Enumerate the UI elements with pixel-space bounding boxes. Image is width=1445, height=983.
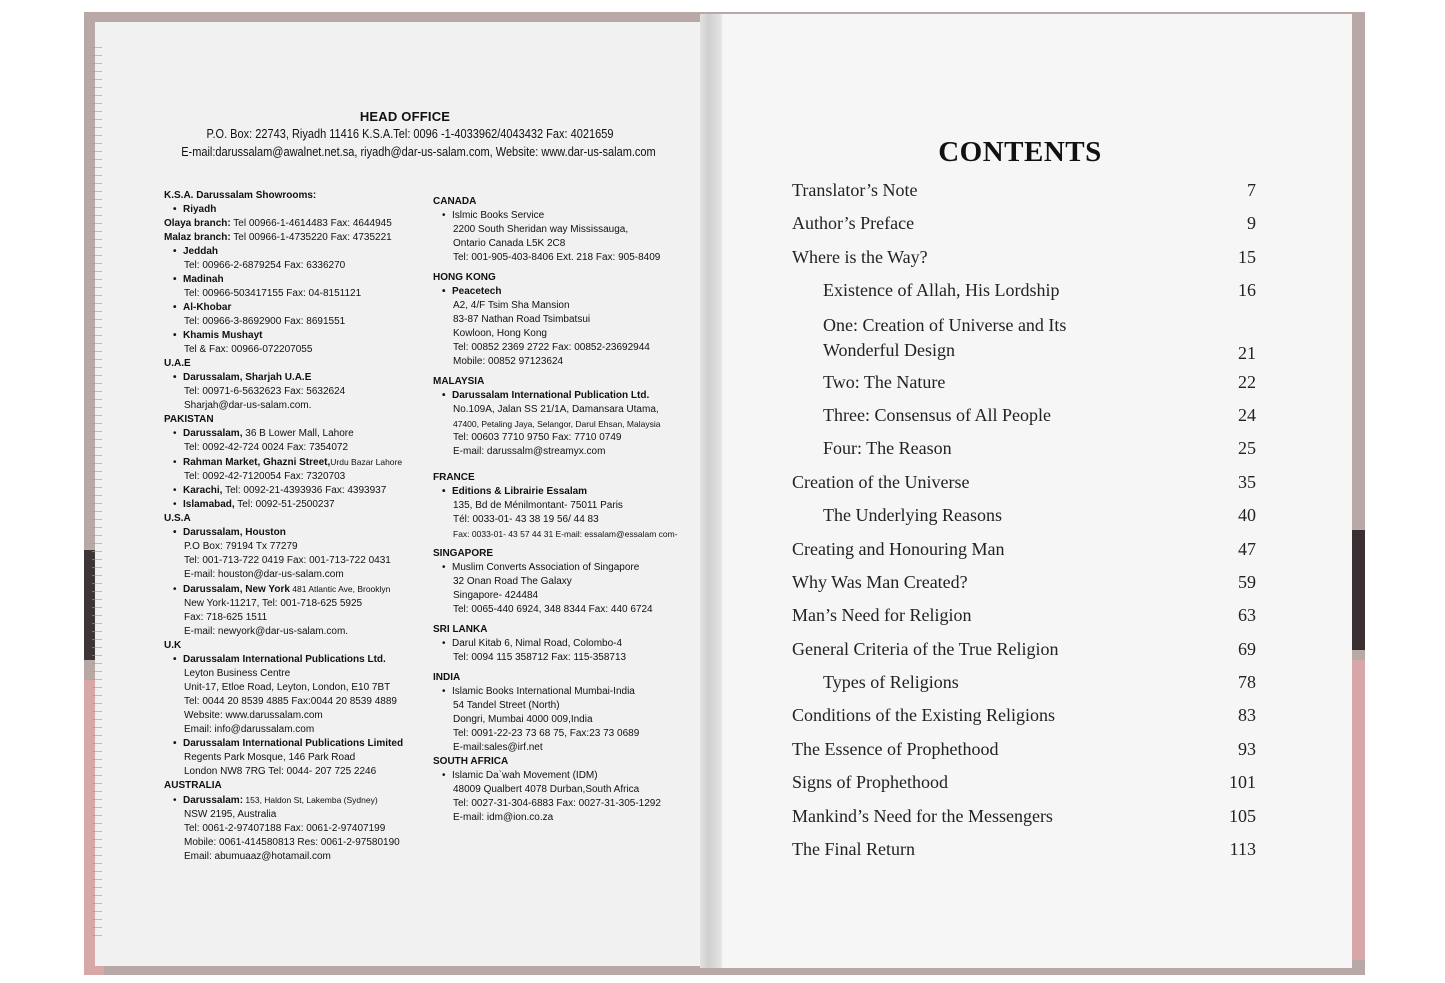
office-detail: Tel: 0065-440 6924, 348 8344 Fax: 440 6724: [453, 604, 653, 615]
office-name: • Al-Khobar: [164, 301, 403, 315]
toc-entry: [792, 667, 1256, 700]
toc-entry-title: The Underlying Reasons: [823, 505, 1002, 526]
toc-entry: [792, 767, 1256, 800]
country-heading: MALAYSIA: [433, 376, 485, 387]
office-detail: E-mail: newyork@dar-us-salam.com.: [184, 626, 349, 637]
table-of-contents: [792, 175, 1256, 867]
office-label: Darussalam:: [183, 795, 244, 806]
toc-entry-page: 40: [1238, 505, 1256, 526]
toc-entry-page: 24: [1238, 404, 1256, 425]
toc-entry: [792, 242, 1256, 275]
office-label: Rahman Market, Ghazni Street,: [183, 457, 331, 468]
country-heading: AUSTRALIA: [164, 780, 222, 791]
office-detail: Email: abumuaaz@hotamail.com: [184, 851, 331, 862]
toc-entry-page: 7: [1247, 180, 1256, 200]
office-detail: Dongri, Mumbai 4000 009,India: [453, 714, 593, 725]
toc-entry-title: General Criteria of the True Religion: [792, 638, 1059, 659]
office-detail: Tel: 00852 2369 2722 Fax: 00852-23692944: [453, 342, 650, 353]
toc-entry-title: Signs of Prophethood: [792, 772, 949, 793]
office-detail: E-mail: houston@dar-us-salam.com: [184, 569, 344, 580]
country-heading: SRI LANKA: [433, 624, 488, 635]
toc-entry-page: 93: [1238, 738, 1256, 759]
country-heading: U.S.A: [164, 513, 191, 524]
toc-entry-title: Creation of the Universe: [792, 471, 970, 492]
cover-edge-pink-right: [1352, 660, 1365, 960]
toc-entry-page: 101: [1229, 772, 1256, 793]
office-detail: Tel: 00966-503417155 Fax: 04-8151121: [184, 288, 362, 299]
office-name: • Riyadh: [164, 203, 403, 217]
office-name: • Jeddah: [164, 245, 403, 259]
office-text: Tel: 0092-21-4393936 Fax: 4393937: [222, 485, 387, 496]
office-name: • Madinah: [164, 273, 403, 287]
office-name: • Editions & Librairie Essalam: [433, 485, 678, 499]
toc-entry: [792, 433, 1256, 466]
country-heading: INDIA: [433, 672, 461, 683]
office-detail: E-mail:sales@irf.net: [453, 742, 543, 753]
office-detail: Ontario Canada L5K 2C8: [453, 238, 566, 249]
country-heading: PAKISTAN: [164, 414, 214, 425]
office-detail: Fax: 0033-01- 43 57 44 31 E-mail: essalam@essalam com-: [453, 529, 678, 539]
toc-entry-page: 25: [1238, 438, 1256, 459]
office-detail: Tel: 00971-6-5632623 Fax: 5632624: [184, 386, 346, 397]
toc-entry-page: 16: [1238, 280, 1256, 301]
office-name: [164, 455, 403, 470]
office-name: • Islmic Books Service: [433, 209, 678, 223]
office-detail: Tel: 0027-31-304-6883 Fax: 0027-31-305-1292: [453, 798, 661, 809]
office-detail: Tel: 0061-2-97407188 Fax: 0061-2-97407199: [184, 823, 386, 834]
office-label: Darussalam,: [183, 428, 243, 439]
office-text: Tel 00966-1-4614483 Fax: 4644945: [230, 218, 392, 229]
office-name: • Darussalam, Sharjah U.A.E: [164, 371, 403, 385]
office-name: • Muslim Converts Association of Singapore: [433, 561, 678, 575]
toc-entry: [792, 309, 1256, 367]
toc-entry: [792, 275, 1256, 308]
toc-entry: [792, 567, 1256, 600]
toc-entry-page: 9: [1247, 213, 1256, 234]
toc-entry: [792, 600, 1256, 633]
office-text: Tel 00966-1-4735220 Fax: 4735221: [230, 232, 392, 243]
office-detail: Tel: 0044 20 8539 4885 Fax:0044 20 8539 4889: [184, 696, 397, 707]
office-detail: Leyton Business Centre: [184, 668, 291, 679]
office-detail: 135, Bd de Ménilmontant- 75011 Paris: [453, 500, 623, 511]
toc-entry-page: 83: [1238, 705, 1256, 726]
office-detail: Tel: 0094 115 358712 Fax: 115-358713: [453, 652, 627, 663]
office-detail: Singapore- 424484: [453, 590, 539, 601]
toc-entry-title: Why Was Man Created?: [792, 571, 968, 592]
office-label: Olaya branch:: [164, 218, 231, 229]
office-detail: Tel: 001-905-403-8406 Ext. 218 Fax: 905-8409: [453, 252, 661, 263]
office-detail: E-mail: idm@ion.co.za: [453, 812, 554, 823]
office-detail: NSW 2195, Australia: [184, 809, 277, 820]
toc-entry: [792, 208, 1256, 241]
country-heading: U.A.E: [164, 358, 191, 369]
office-detail: Mobile: 0061-414580813 Res: 0061-2-97580190: [184, 837, 400, 848]
office-detail: 83-87 Nathan Road Tsimbatsui: [453, 314, 591, 325]
toc-entry: [792, 500, 1256, 533]
office-detail: Unit-17, Etloe Road, Leyton, London, E10 7BT: [184, 682, 391, 693]
toc-entry-title: Four: The Reason: [823, 438, 952, 459]
toc-entry-title: Types of Religions: [823, 672, 959, 693]
toc-entry-page: 35: [1238, 471, 1256, 492]
office-detail: 32 Onan Road The Galaxy: [453, 576, 572, 587]
cover-edge-dark-right: [1352, 530, 1365, 650]
toc-entry-title: Conditions of the Existing Religions: [792, 705, 1056, 726]
office-detail: Tel: 0091-22-23 73 68 75, Fax:23 73 0689: [453, 728, 640, 739]
office-name: [164, 427, 403, 441]
offices-left-column: [164, 189, 403, 864]
office-detail: Mobile: 00852 97123624: [453, 356, 564, 367]
office-name: [164, 498, 403, 512]
office-detail: New York-11217, Tel: 001-718-625 5925: [184, 598, 363, 609]
toc-entry-title: Man’s Need for Religion: [792, 605, 972, 626]
toc-entry: [792, 175, 1256, 208]
toc-entry-title: One: Creation of Universe and Its Wonderful Design: [823, 314, 1067, 360]
office-detail: Tel: 0092-42-7120054 Fax: 7320703: [184, 471, 346, 482]
toc-entry-page: 113: [1229, 839, 1256, 860]
toc-entry: [792, 467, 1256, 500]
offices-right-column: [433, 195, 678, 825]
office-line: [164, 231, 403, 245]
toc-entry-page: 69: [1238, 638, 1256, 659]
office-name: [164, 484, 403, 498]
contents-title: CONTENTS: [938, 136, 1102, 168]
office-label: Malaz branch:: [164, 232, 231, 243]
office-detail: Tel: 00966-3-8692900 Fax: 8691551: [184, 316, 346, 327]
toc-entry: [792, 634, 1256, 667]
page-binding-ticks: [92, 40, 102, 940]
office-detail: Tel: 00966-2-6879254 Fax: 6336270: [184, 260, 346, 271]
country-heading: U.K: [164, 640, 182, 651]
toc-entry-title: Author’s Preface: [792, 213, 915, 234]
office-detail: 54 Tandel Street (North): [453, 700, 560, 711]
office-label: Karachi,: [183, 485, 223, 496]
office-detail: 48009 Qualbert 4078 Durban,South Africa: [453, 784, 640, 795]
toc-entry-title: Two: The Nature: [823, 371, 946, 392]
toc-entry-title: The Essence of Prophethood: [792, 738, 999, 759]
office-name: • Darussalam, Houston: [164, 526, 403, 540]
office-detail: Tel & Fax: 00966-072207055: [184, 344, 313, 355]
country-heading: SOUTH AFRICA: [433, 756, 509, 767]
toc-entry: [792, 400, 1256, 433]
office-name: • Islamic Da`wah Movement (IDM): [433, 769, 678, 783]
country-heading: HONG KONG: [433, 272, 496, 283]
toc-entry: [792, 801, 1256, 834]
office-detail: P.O Box: 79194 Tx 77279: [184, 541, 298, 552]
toc-entry-title: Three: Consensus of All People: [823, 404, 1051, 425]
office-detail: Tel: 001-713-722 0419 Fax: 001-713-722 0431: [184, 555, 391, 566]
office-name: • Darussalam International Publications Limited: [164, 737, 403, 751]
office-detail: E-mail: darussalm@streamyx.com: [453, 446, 606, 457]
office-text: 36 B Lower Mall, Lahore: [242, 428, 354, 439]
toc-entry: [792, 534, 1256, 567]
office-text: 481 Atlantic Ave, Brooklyn: [289, 584, 391, 594]
office-name: [164, 793, 403, 808]
book-gutter: [700, 14, 722, 968]
toc-entry-page: 15: [1238, 246, 1256, 267]
toc-entry-page: 105: [1229, 805, 1256, 826]
office-detail: No.109A, Jalan SS 21/1A, Damansara Utama,: [453, 404, 659, 415]
office-name: [164, 582, 403, 597]
toc-entry-title: Creating and Honouring Man: [792, 538, 1005, 559]
office-detail: Email: info@darussalam.com: [184, 724, 315, 735]
office-detail: Sharjah@dar-us-salam.com.: [184, 400, 312, 411]
office-detail: Website: www.darussalam.com: [184, 710, 323, 721]
office-detail: Fax: 718-625 1511: [184, 612, 268, 623]
office-name: • Darul Kitab 6, Nimal Road, Colombo-4: [433, 637, 678, 651]
country-heading: SINGAPORE: [433, 548, 494, 559]
toc-entry-page: 22: [1238, 371, 1256, 392]
office-detail: 2200 South Sheridan way Mississauga,: [453, 224, 629, 235]
toc-entry-title: Where is the Way?: [792, 246, 928, 267]
office-line: [164, 217, 403, 231]
head-office-contacts: E-mail:darussalam@awalnet.net.sa, riyadh@dar-us-salam.com, Website: www.dar-us-salam.com: [181, 145, 656, 159]
toc-entry-page: 59: [1238, 571, 1256, 592]
head-office-address: P.O. Box: 22743, Riyadh 11416 K.S.A.Tel: 0096 -1-4033962/4043432 Fax: 4021659: [206, 127, 614, 141]
office-label: Islamabad,: [183, 499, 235, 510]
toc-entry: [792, 367, 1256, 400]
office-name: • Darussalam International Publication Ltd.: [433, 389, 678, 403]
toc-entry-title: Mankind’s Need for the Messengers: [792, 805, 1053, 826]
toc-entry-title: The Final Return: [792, 839, 915, 860]
office-text: 153, Haldon St, Lakemba (Sydney): [243, 795, 378, 805]
office-detail: Tél: 0033-01- 43 38 19 56/ 44 83: [453, 514, 599, 525]
country-heading: FRANCE: [433, 472, 475, 483]
toc-entry: [792, 734, 1256, 767]
office-name: • Darussalam International Publications Ltd.: [164, 653, 403, 667]
office-detail: London NW8 7RG Tel: 0044- 207 725 2246: [184, 766, 377, 777]
office-name: • Peacetech: [433, 285, 678, 299]
office-detail: A2, 4/F Tsim Sha Mansion: [453, 300, 570, 311]
toc-entry-page: 63: [1238, 605, 1256, 626]
office-name: • Khamis Mushayt: [164, 329, 403, 343]
office-text: Urdu Bazar Lahore: [330, 457, 403, 467]
toc-entry: [792, 700, 1256, 733]
toc-entry-page: 21: [1238, 342, 1256, 363]
head-office-title: HEAD OFFICE: [359, 109, 451, 124]
toc-entry-title: Translator’s Note: [792, 180, 918, 200]
office-detail: 47400, Petaling Jaya, Selangor, Darul Ehsan, Malaysia: [453, 419, 661, 429]
country-heading: K.S.A. Darussalam Showrooms:: [164, 190, 317, 201]
office-detail: Regents Park Mosque, 146 Park Road: [184, 752, 356, 763]
country-heading: CANADA: [433, 196, 477, 207]
office-detail: Tel: 00603 7710 9750 Fax: 7710 0749: [453, 432, 622, 443]
toc-entry-page: 47: [1238, 538, 1256, 559]
toc-entry: [792, 834, 1256, 867]
office-detail: Tel: 0092-42-724 0024 Fax: 7354072: [184, 442, 349, 453]
toc-entry-title: Existence of Allah, His Lordship: [823, 280, 1060, 301]
office-name: • Islamic Books International Mumbai-India: [433, 685, 678, 699]
office-text: Tel: 0092-51-2500237: [234, 499, 335, 510]
office-detail: Kowloon, Hong Kong: [453, 328, 547, 339]
office-label: Darussalam, New York: [183, 584, 290, 595]
toc-entry-page: 78: [1238, 672, 1256, 693]
